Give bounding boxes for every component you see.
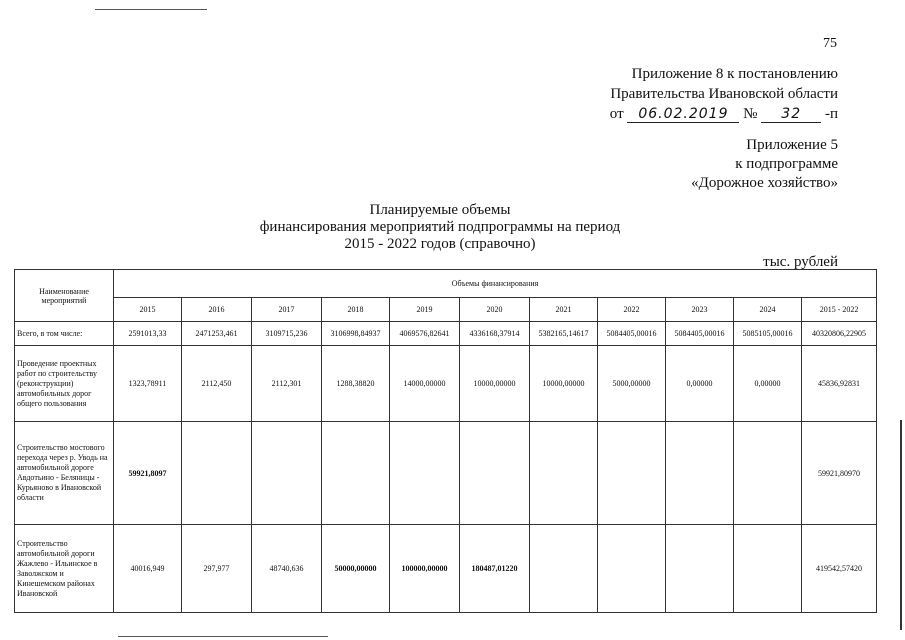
value-cell: 297,977	[182, 525, 252, 613]
decree-prefix: от	[609, 106, 624, 122]
value-cell: 4069576,82641	[390, 322, 460, 346]
value-cell	[734, 525, 802, 613]
value-cell: 10000,00000	[460, 346, 530, 422]
appendix5-line2: к подпрограмме	[735, 156, 838, 172]
value-cell: 2112,450	[182, 346, 252, 422]
appendix8-line1: Приложение 8 к постановлению	[631, 66, 838, 82]
value-cell: 2591013,33	[114, 322, 182, 346]
value-cell: 4336168,37914	[460, 322, 530, 346]
value-cell: 59921,8097	[114, 422, 182, 525]
value-cell: 3106998,84937	[322, 322, 390, 346]
value-cell: 59921,80970	[802, 422, 877, 525]
year-header: 2019	[390, 298, 460, 322]
document-title	[230, 202, 650, 253]
decree-line	[610, 104, 838, 124]
value-cell	[252, 422, 322, 525]
row-name: Строительство автомобильной дороги Жажлево - Ильинское в Заволжском и Кинешемском районах Ивановской	[15, 525, 114, 613]
title-line1: Планируемые объемы	[369, 202, 511, 218]
value-cell	[598, 422, 666, 525]
value-cell	[530, 422, 598, 525]
page-number: 75	[823, 36, 837, 51]
years-row	[15, 298, 877, 322]
decree-number-sign: №	[743, 106, 758, 122]
header-rule	[95, 9, 207, 10]
value-cell: 1288,38820	[322, 346, 390, 422]
year-header: 2021	[530, 298, 598, 322]
row-name: Всего, в том числе:	[15, 322, 114, 346]
value-cell: 14000,00000	[390, 346, 460, 422]
value-cell	[598, 525, 666, 613]
table-row	[15, 322, 877, 346]
value-cell: 2112,301	[252, 346, 322, 422]
value-cell	[666, 525, 734, 613]
value-cell	[182, 422, 252, 525]
scan-edge-mark	[900, 420, 902, 630]
year-header: 2022	[598, 298, 666, 322]
value-cell: 0,00000	[666, 346, 734, 422]
financing-table	[14, 269, 877, 613]
value-cell: 2471253,461	[182, 322, 252, 346]
value-cell: 50000,00000	[322, 525, 390, 613]
decree-suffix: -п	[824, 106, 838, 122]
value-cell	[734, 422, 802, 525]
table-header-row	[15, 270, 877, 298]
year-header: 2017	[252, 298, 322, 322]
table-row	[15, 422, 877, 525]
title-line2: финансирования мероприятий подпрограммы на период	[259, 219, 621, 235]
appendix5-line3: «Дорожное хозяйство»	[691, 175, 838, 191]
appendix8-line2: Правительства Ивановской области	[610, 86, 838, 102]
col-header-name: Наименование мероприятий	[15, 270, 114, 322]
value-cell: 1323,78911	[114, 346, 182, 422]
value-cell: 40016,949	[114, 525, 182, 613]
value-cell	[460, 422, 530, 525]
col-header-group: Объемы финансирования	[114, 270, 877, 298]
value-cell: 5084405,00016	[666, 322, 734, 346]
value-cell: 419542,57420	[802, 525, 877, 613]
decree-date: 06.02.2019	[627, 106, 739, 123]
value-cell: 0,00000	[734, 346, 802, 422]
value-cell: 5000,00000	[598, 346, 666, 422]
year-header: 2023	[666, 298, 734, 322]
value-cell: 48740,636	[252, 525, 322, 613]
year-header: 2024	[734, 298, 802, 322]
value-cell: 40320806,22905	[802, 322, 877, 346]
value-cell: 180487,01220	[460, 525, 530, 613]
value-cell: 5382165,14617	[530, 322, 598, 346]
value-cell	[530, 525, 598, 613]
value-cell: 5085105,00016	[734, 322, 802, 346]
year-header: 2018	[322, 298, 390, 322]
row-name: Проведение проектных работ по строительству (реконструкции) автомобильных дорог общего пользования	[15, 346, 114, 422]
appendix5-line1: Приложение 5	[746, 137, 838, 153]
year-header: 2016	[182, 298, 252, 322]
year-header: 2015 - 2022	[802, 298, 877, 322]
value-cell: 100000,00000	[390, 525, 460, 613]
year-header: 2015	[114, 298, 182, 322]
appendix5-block	[691, 136, 838, 193]
value-cell	[666, 422, 734, 525]
year-header: 2020	[460, 298, 530, 322]
units-label: тыс. рублей	[763, 254, 838, 270]
value-cell: 45836,92831	[802, 346, 877, 422]
value-cell	[322, 422, 390, 525]
decree-number: 32	[761, 106, 821, 123]
appendix8-block	[610, 64, 838, 124]
value-cell: 5084405,00016	[598, 322, 666, 346]
footer-rule	[118, 636, 328, 637]
title-line3: 2015 - 2022 годов (справочно)	[344, 236, 536, 252]
value-cell	[390, 422, 460, 525]
table-row	[15, 525, 877, 613]
value-cell: 3109715,236	[252, 322, 322, 346]
row-name: Строительство мостового перехода через р. Уводь на автомобильной дороге Авдотьино - Беляницы - Курьяново в Ивановской области	[15, 422, 114, 525]
value-cell: 10000,00000	[530, 346, 598, 422]
table-row	[15, 346, 877, 422]
